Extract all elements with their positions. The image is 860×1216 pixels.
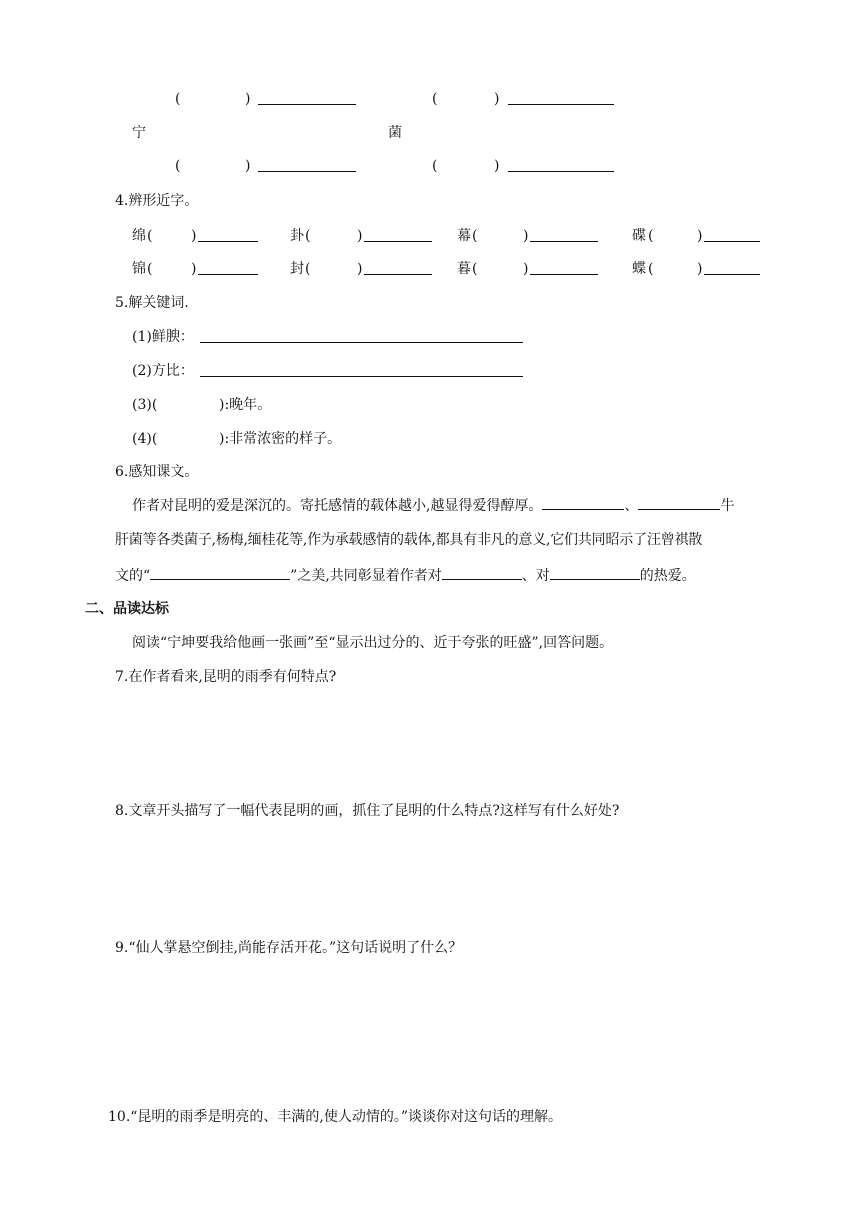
close-paren: ) bbox=[494, 158, 500, 174]
close-paren: ) bbox=[245, 158, 251, 174]
answer-blank[interactable] bbox=[150, 566, 290, 580]
close-paren: ) bbox=[191, 228, 197, 244]
question-10: 10.“昆明的雨季是明亮的、丰满的,使人动情的。”谈谈你对这句话的理解。 bbox=[108, 1109, 563, 1125]
word-item-2: (2)方比： bbox=[132, 363, 194, 379]
open-paren: ( bbox=[648, 228, 654, 244]
char-item: 幕 bbox=[457, 228, 471, 244]
char-item: 封 bbox=[290, 261, 304, 277]
q6-line-1 bbox=[132, 496, 734, 515]
answer-blank[interactable] bbox=[530, 261, 598, 275]
open-paren: ( bbox=[648, 261, 654, 277]
open-paren: ( bbox=[305, 261, 311, 277]
open-paren: ( bbox=[147, 228, 153, 244]
answer-blank[interactable] bbox=[550, 566, 640, 580]
q6-line-2: 肝菌等各类菌子,杨梅,缅桂花等,作为承载感情的载体,都具有非凡的意义,它们共同昭示了汪曾祺散 bbox=[115, 532, 703, 548]
q6-sep: 、 bbox=[624, 498, 639, 514]
word-item-3-suffix: ):晚年。 bbox=[219, 397, 272, 413]
question-4-title: 4.辨形近字。 bbox=[115, 193, 199, 209]
question-8: 8.文章开头描写了一幅代表昆明的画，抓住了昆明的什么特点?这样写有什么好处? bbox=[115, 803, 620, 819]
answer-blank[interactable] bbox=[364, 261, 432, 275]
close-paren: ) bbox=[357, 261, 363, 277]
question-5-title: 5.解关键词. bbox=[115, 295, 189, 311]
q6-text: 作者对昆明的爱是深沉的。寄托感情的载体越小,越显得爱得醇厚。 bbox=[132, 498, 543, 514]
open-paren: ( bbox=[472, 261, 478, 277]
close-paren: ) bbox=[494, 91, 500, 107]
q6-text: 的热爱。 bbox=[639, 568, 696, 584]
close-paren: ) bbox=[697, 228, 703, 244]
answer-blank[interactable] bbox=[200, 363, 523, 377]
word-item-1: (1)鲜腴： bbox=[132, 329, 194, 345]
char-item: 绵 bbox=[132, 228, 146, 244]
answer-blank[interactable] bbox=[508, 91, 614, 105]
close-paren: ) bbox=[245, 91, 251, 107]
q6-text: 、对 bbox=[521, 568, 550, 584]
open-paren: ( bbox=[175, 91, 181, 107]
char-item: 蝶 bbox=[632, 261, 646, 277]
open-paren: ( bbox=[432, 158, 438, 174]
q6-line-3 bbox=[115, 566, 696, 585]
answer-blank[interactable] bbox=[198, 261, 258, 275]
question-9: 9.“仙人掌悬空倒挂,尚能存活开花。”这句话说明了什么？ bbox=[115, 940, 463, 956]
polyphone-char-ning: 宁 bbox=[132, 125, 146, 141]
answer-blank[interactable] bbox=[704, 228, 760, 242]
question-6-title: 6.感知课文。 bbox=[115, 464, 199, 480]
answer-blank[interactable] bbox=[542, 496, 624, 510]
answer-blank[interactable] bbox=[198, 228, 258, 242]
char-item: 碟 bbox=[632, 228, 646, 244]
close-paren: ) bbox=[697, 261, 703, 277]
char-item: 暮 bbox=[457, 261, 471, 277]
word-item-4-prefix: (4)( bbox=[132, 431, 158, 447]
q6-text: 牛 bbox=[720, 498, 735, 514]
polyphone-char-jun: 菌 bbox=[388, 125, 402, 141]
char-item: 锦 bbox=[132, 261, 146, 277]
q6-text: ”之美,共同彰显着作者对 bbox=[290, 568, 442, 584]
word-item-4-suffix: ):非常浓密的样子。 bbox=[219, 431, 342, 447]
open-paren: ( bbox=[147, 261, 153, 277]
answer-blank[interactable] bbox=[508, 158, 614, 172]
section-2-intro: 阅读“宁坤要我给他画一张画”至“显示出过分的、近于夸张的旺盛”,回答问题。 bbox=[132, 635, 614, 651]
answer-blank[interactable] bbox=[530, 228, 598, 242]
close-paren: ) bbox=[191, 261, 197, 277]
close-paren: ) bbox=[357, 228, 363, 244]
section-2-heading: 二、品读达标 bbox=[85, 601, 169, 617]
word-item-3-prefix: (3)( bbox=[132, 397, 158, 413]
close-paren: ) bbox=[523, 261, 529, 277]
open-paren: ( bbox=[472, 228, 478, 244]
answer-blank[interactable] bbox=[704, 261, 760, 275]
answer-blank[interactable] bbox=[442, 566, 522, 580]
open-paren: ( bbox=[305, 228, 311, 244]
close-paren: ) bbox=[523, 228, 529, 244]
answer-blank[interactable] bbox=[258, 91, 356, 105]
char-item: 卦 bbox=[290, 228, 304, 244]
open-paren: ( bbox=[175, 158, 181, 174]
question-7: 7.在作者看来,昆明的雨季有何特点? bbox=[115, 669, 337, 685]
answer-blank[interactable] bbox=[638, 496, 720, 510]
q6-text: 文的“ bbox=[115, 568, 151, 584]
answer-blank[interactable] bbox=[258, 158, 356, 172]
open-paren: ( bbox=[432, 91, 438, 107]
answer-blank[interactable] bbox=[364, 228, 432, 242]
answer-blank[interactable] bbox=[200, 329, 523, 343]
